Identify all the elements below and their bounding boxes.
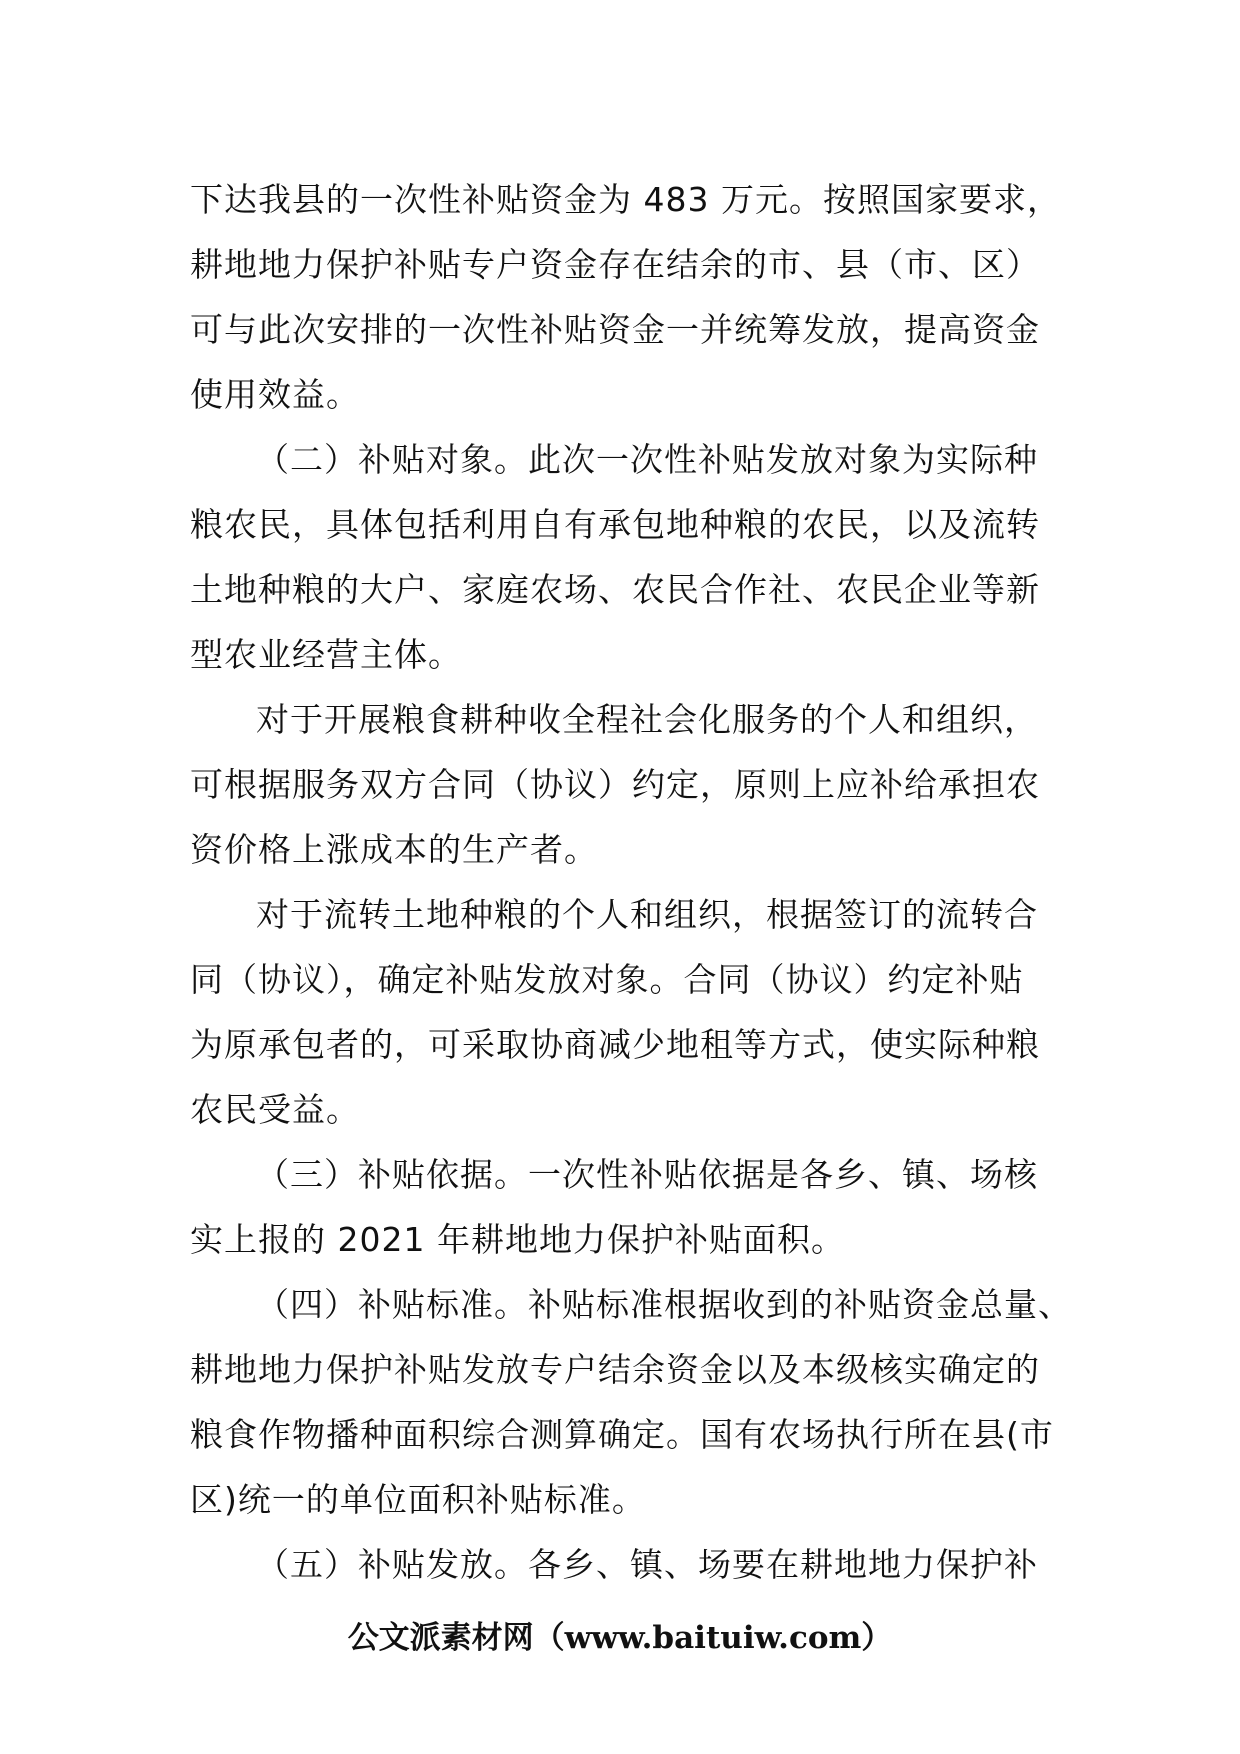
body-text-line: 使用效益。 bbox=[190, 375, 360, 414]
section-heading-line: （二）补贴对象。此次一次性补贴发放对象为实际种 bbox=[256, 440, 1038, 479]
paragraph-start-line: 对于流转土地种粮的个人和组织，根据签订的流转合 bbox=[256, 895, 1038, 934]
body-text-line: 耕地地力保护补贴专户资金存在结余的市、县（市、区） bbox=[190, 245, 1040, 284]
section-heading-line: （三）补贴依据。一次性补贴依据是各乡、镇、场核 bbox=[256, 1155, 1038, 1194]
body-text-line: 下达我县的一次性补贴资金为 483 万元。按照国家要求， bbox=[190, 180, 1061, 219]
body-text-line: 同（协议），确定补贴发放对象。合同（协议）约定补贴 bbox=[190, 960, 1024, 999]
body-text-line: 耕地地力保护补贴发放专户结余资金以及本级核实确定的 bbox=[190, 1350, 1040, 1389]
body-text-line: 型农业经营主体。 bbox=[190, 635, 462, 674]
body-text-line: 为原承包者的，可采取协商减少地租等方式，使实际种粮 bbox=[190, 1025, 1040, 1064]
body-text-line: 资价格上涨成本的生产者。 bbox=[190, 830, 598, 869]
page-footer: 公文派素材网（www.baituiw.com） bbox=[347, 1620, 893, 1656]
section-heading-line: （四）补贴标准。补贴标准根据收到的补贴资金总量、 bbox=[256, 1285, 1072, 1324]
body-text-line: 土地种粮的大户、家庭农场、农民合作社、农民企业等新 bbox=[190, 570, 1040, 609]
body-text-line: 区)统一的单位面积补贴标准。 bbox=[190, 1480, 646, 1519]
paragraph-start-line: 对于开展粮食耕种收全程社会化服务的个人和组织， bbox=[256, 700, 1038, 739]
body-text-line: 可与此次安排的一次性补贴资金一并统筹发放，提高资金 bbox=[190, 310, 1040, 349]
body-text-line: 实上报的 2021 年耕地地力保护补贴面积。 bbox=[190, 1220, 845, 1259]
body-text-line: 粮食作物播种面积综合测算确定。国有农场执行所在县(市 bbox=[190, 1415, 1054, 1454]
body-text-line: 粮农民，具体包括利用自有承包地种粮的农民，以及流转 bbox=[190, 505, 1040, 544]
section-heading-line: （五）补贴发放。各乡、镇、场要在耕地地力保护补 bbox=[256, 1545, 1038, 1584]
body-text-line: 农民受益。 bbox=[190, 1090, 360, 1129]
body-text-line: 可根据服务双方合同（协议）约定，原则上应补给承担农 bbox=[190, 765, 1040, 804]
